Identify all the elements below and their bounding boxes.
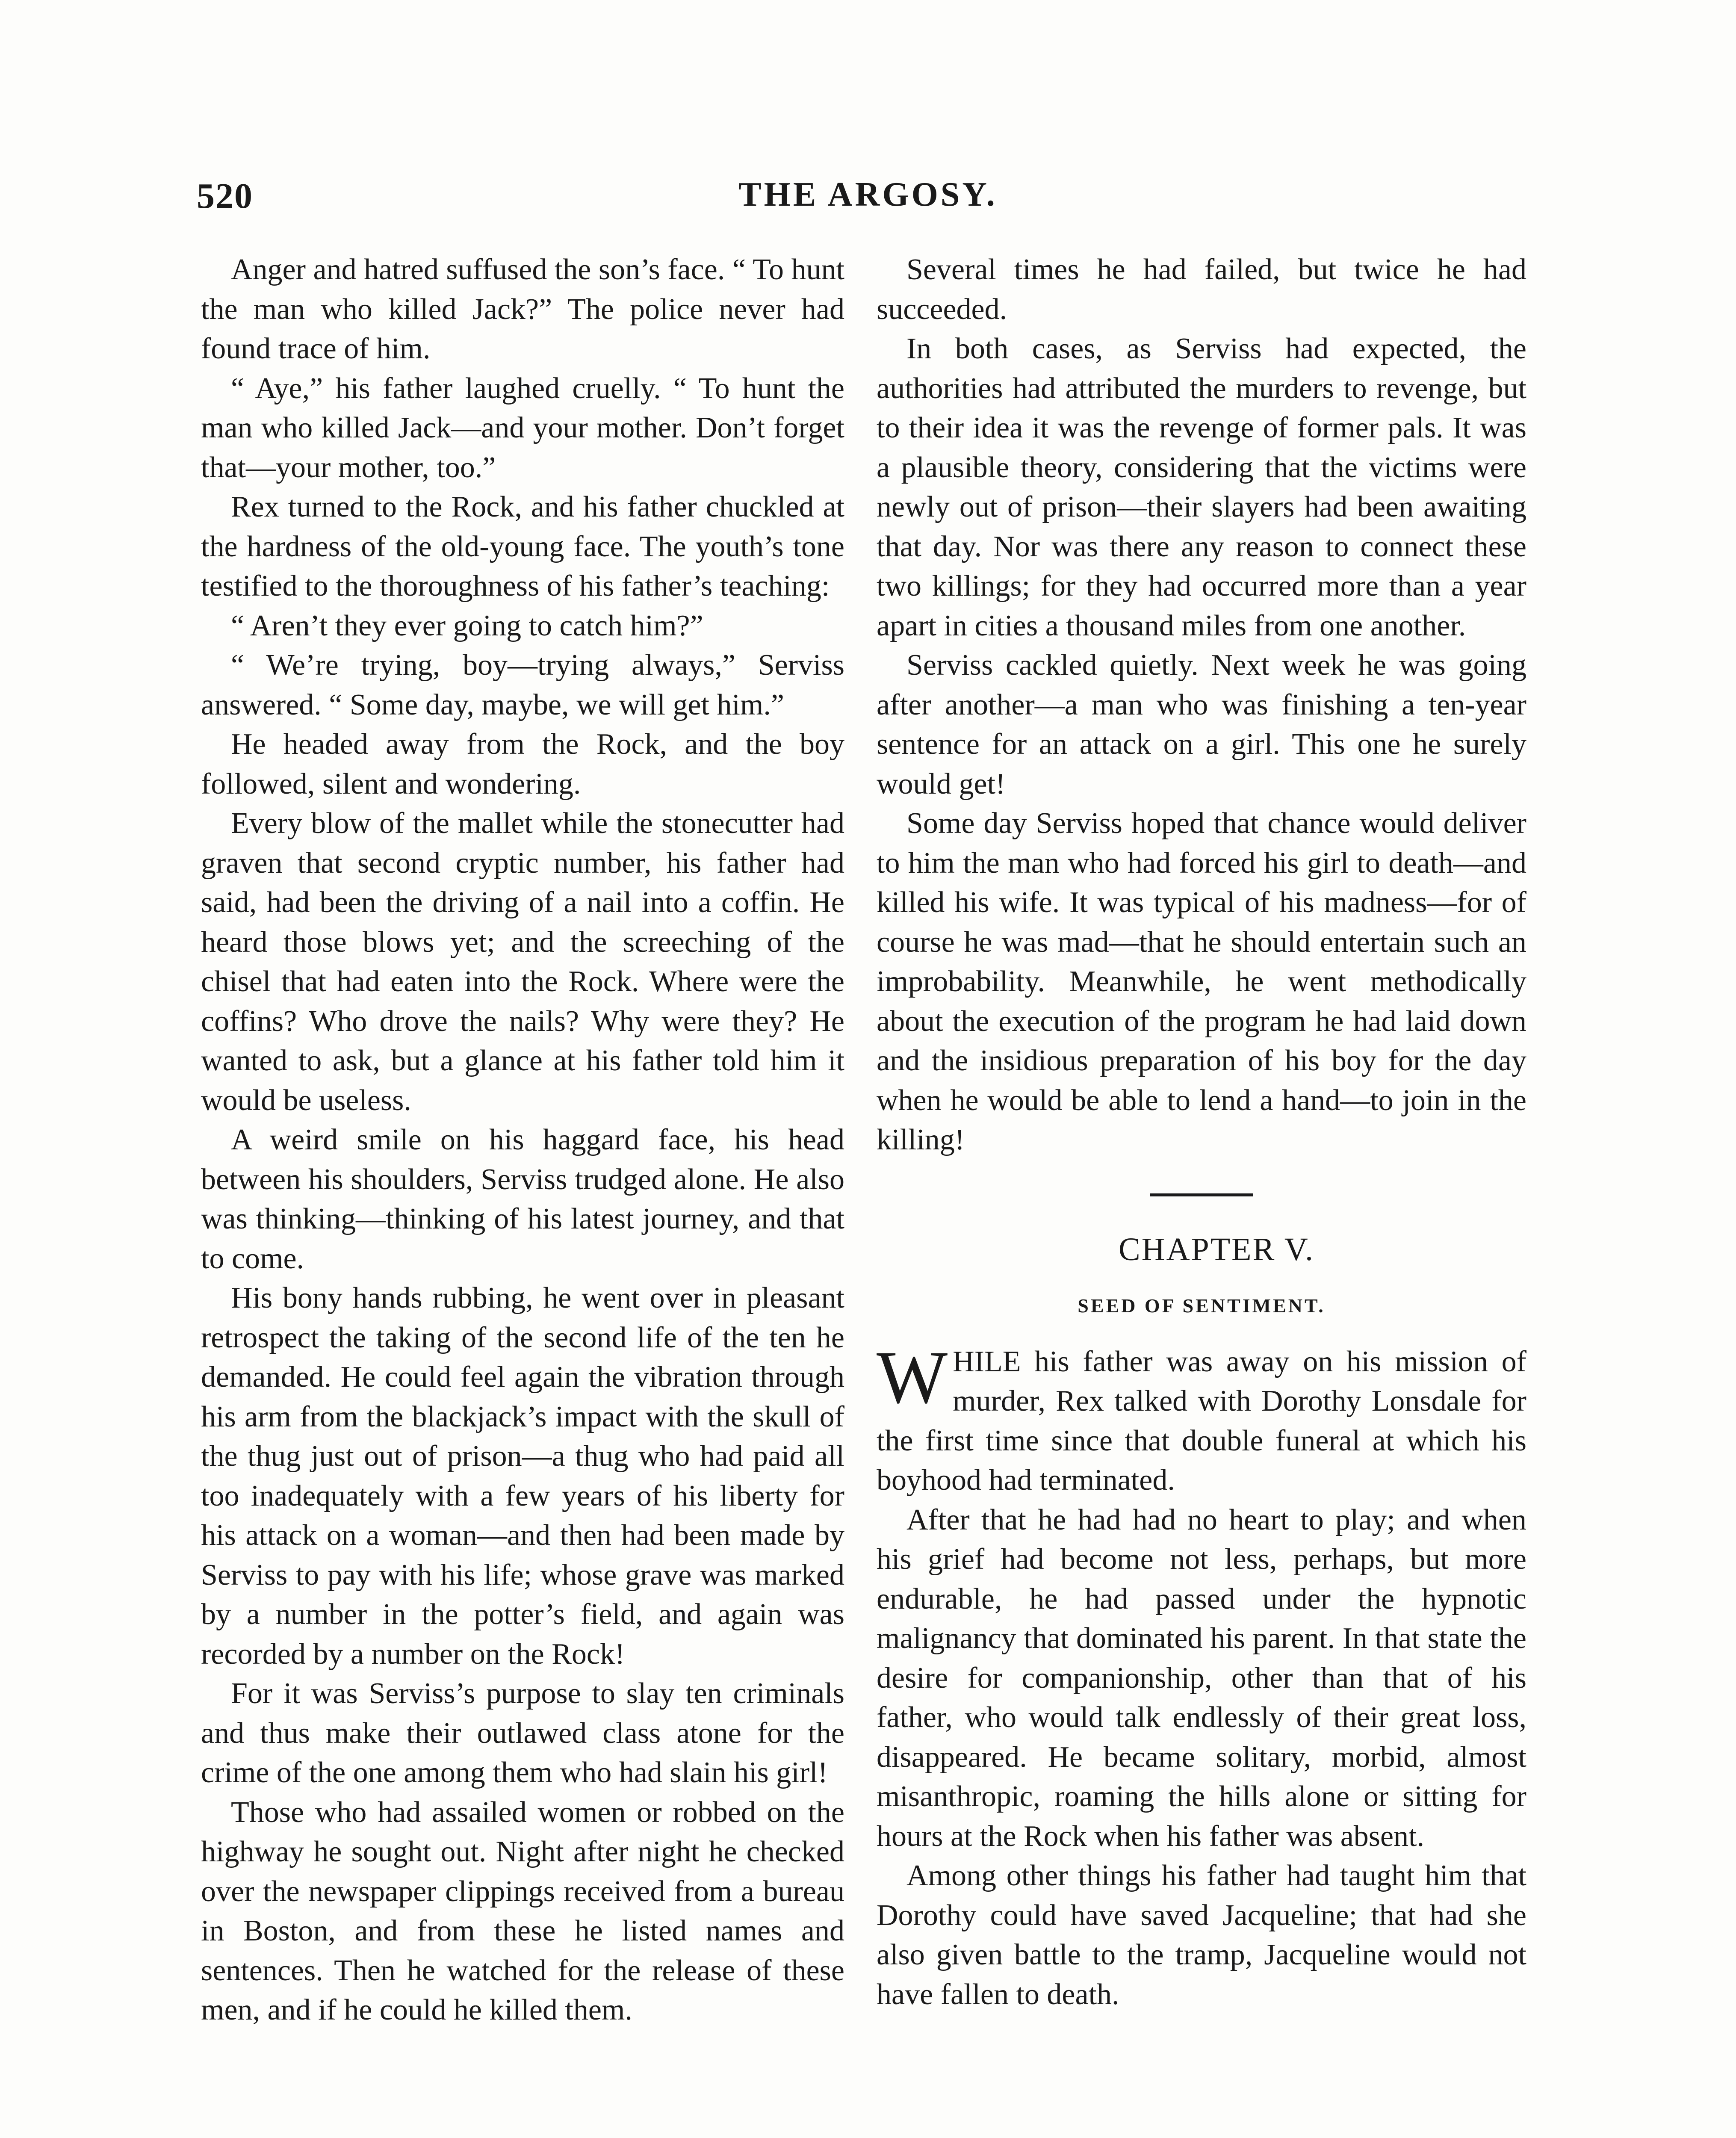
chapter-subtitle: SEED OF SENTIMENT. bbox=[1078, 1295, 1326, 1317]
paragraph: “ Aren’t they ever going to catch him?” bbox=[231, 609, 703, 642]
page-header bbox=[197, 175, 1539, 227]
paragraph: Every blow of the mallet while the stonecutter had graven that second cryptic number, his father had said, had been the driving of a nail into a coffin. He heard those blows yet; and the screeching of the chisel that had eaten into the Rock. Where were the coffins? Who drove the nails? Why were they? He wanted to ask, but a glance at his father told him it would be useless. bbox=[201, 807, 844, 1117]
paragraph: Anger and hatred suffused the son’s face. “ To hunt the man who killed Jack?” The police never had found trace of him. bbox=[201, 253, 844, 365]
paragraph: “ Aye,” his father laughed cruelly. “ To hunt the man who killed Jack—and your mother. Don’t forget that—your mother, too.” bbox=[201, 372, 844, 484]
running-title: THE ARGOSY. bbox=[738, 176, 998, 213]
page-number: 520 bbox=[197, 176, 253, 216]
first-paragraph-text: HILE his father was away on his mission of murder, Rex talked with Dorothy Lonsdale for the first time since that double funeral at which his boyhood had terminated. bbox=[877, 1345, 1526, 1497]
left-column bbox=[201, 250, 844, 2030]
paragraph: “ We’re trying, boy—trying always,” Serviss answered. “ Some day, maybe, we will get him.” bbox=[201, 649, 844, 721]
chapter-title: CHAPTER V. bbox=[1119, 1231, 1314, 1267]
paragraph: Those who had assailed women or robbed on the highway he sought out. Night after night he checked over the newspaper clippings received from a bureau in Boston, and from these he listed names and sentences. Then he watched for the release of these men, and if he could he killed them. bbox=[201, 1795, 844, 2026]
drop-cap: W bbox=[877, 1335, 948, 1419]
paragraph: Serviss cackled quietly. Next week he was going after another—a man who was finishing a ten-year sentence for an attack on a girl. This one he surely would get! bbox=[877, 649, 1526, 800]
paragraph: Rex turned to the Rock, and his father chuckled at the hardness of the old-young face. The youth’s tone testified to the thoroughness of his father’s teaching: bbox=[201, 490, 844, 602]
paragraph: His bony hands rubbing, he went over in pleasant retrospect the taking of the second life of the ten he demanded. He could feel again the vibration through his arm from the blackjack’s impact with the skull of the thug just out of prison—a thug who had paid all too inadequately with a few years of his liberty for his attack on a woman—and then had been made by Serviss to pay with his life; whose grave was marked by a number in the potter’s field, and again was recorded by a number on the Rock! bbox=[201, 1282, 844, 1671]
chapter-first-paragraph bbox=[877, 1335, 1526, 1500]
paragraph: After that he had had no heart to play; and when his grief had become not less, perhaps, but more endurable, he had passed under the hypnotic malignancy that dominated his parent. In that state the desire for companionship, other than that of his father, who would talk endlessly of their great loss, disappeared. He became solitary, morbid, almost misanthropic, roaming the hills alone or sitting for hours at the Rock when his father was absent. bbox=[877, 1503, 1526, 1853]
paragraph: In both cases, as Serviss had expected, the authorities had attributed the murders to revenge, but to their idea it was the revenge of former pals. It was a plausible theory, considering that the victims were newly out of prison—their slayers had been awaiting that day. Nor was there any reason to connect these two killings; for they had occurred more than a year apart in cities a thousand miles from one another. bbox=[877, 332, 1526, 642]
paragraph: Some day Serviss hoped that chance would deliver to him the man who had forced his girl to death—and killed his wife. It was typical of his madness—for of course he was mad—that he should entertain such an improbability. Meanwhile, he went methodically about the execution of the program he had laid down and the insidious preparation of his boy for the day when he would be able to lend a hand—to join in the killing! bbox=[877, 807, 1526, 1156]
right-column bbox=[877, 250, 1526, 2014]
paragraph: He headed away from the Rock, and the boy followed, silent and wondering. bbox=[201, 728, 844, 800]
paragraph: A weird smile on his haggard face, his head between his shoulders, Serviss trudged alone. He also was thinking—thinking of his latest journey, and that to come. bbox=[201, 1123, 844, 1275]
section-divider bbox=[1150, 1193, 1253, 1196]
paragraph: For it was Serviss’s purpose to slay ten criminals and thus make their outlawed class atone for the crime of the one among them who had slain his girl! bbox=[201, 1677, 844, 1789]
paragraph: Among other things his father had taught him that Dorothy could have saved Jacqueline; that had she also given battle to the tramp, Jacqueline would not have fallen to death. bbox=[877, 1859, 1526, 2011]
paragraph: Several times he had failed, but twice he had succeeded. bbox=[877, 253, 1526, 326]
